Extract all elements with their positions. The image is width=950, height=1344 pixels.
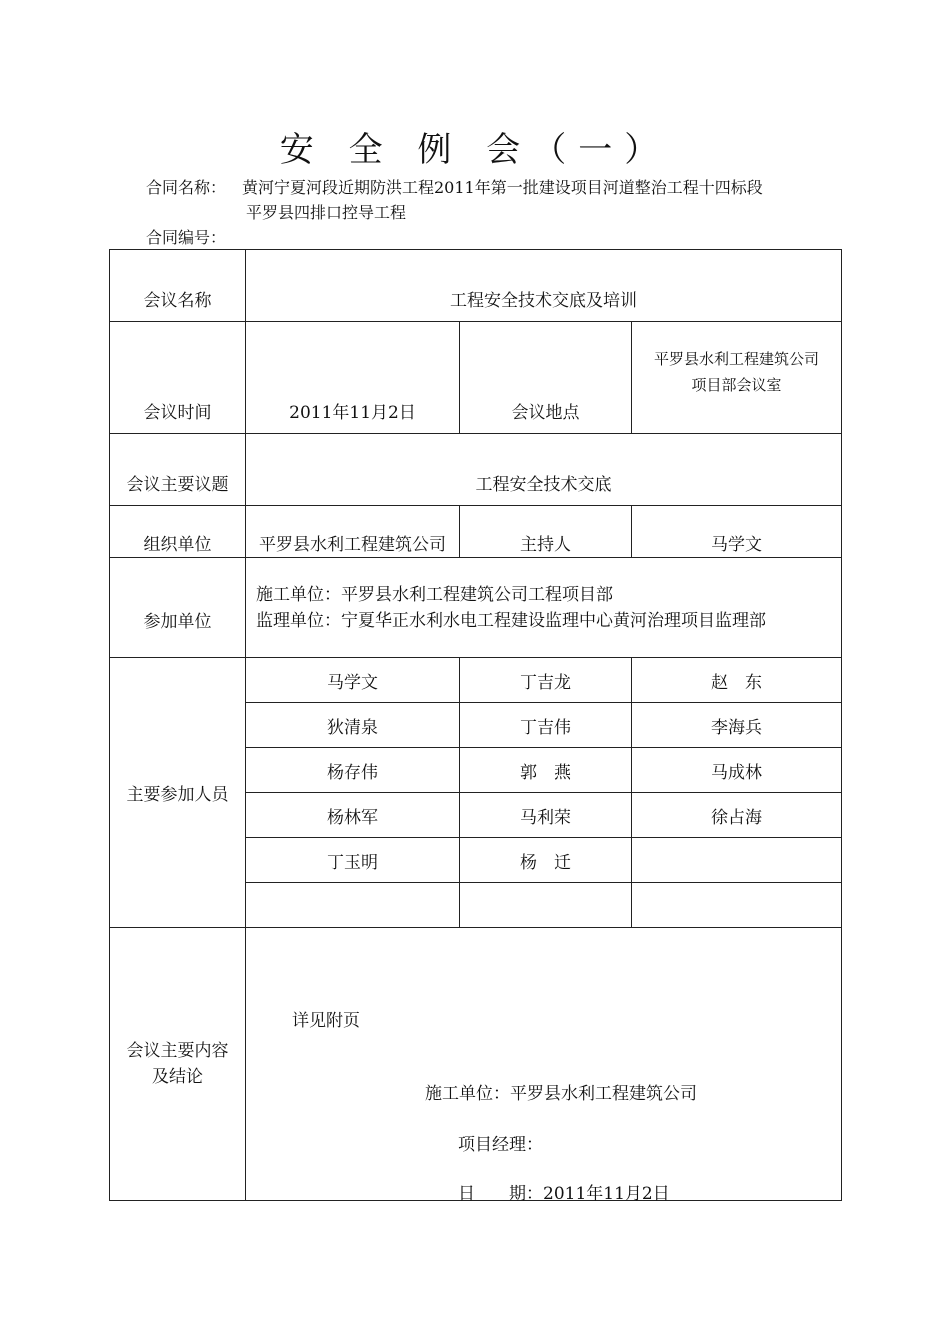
participant-cell: 杨林军 — [246, 793, 460, 838]
contract-name-label: 合同名称： — [146, 178, 227, 197]
organizer-label: 组织单位 — [110, 506, 246, 558]
participant-cell: 赵 东 — [632, 658, 842, 703]
participant-cell: 杨存伟 — [246, 748, 460, 793]
meeting-place-label: 会议地点 — [460, 322, 632, 434]
unit-construction: 施工单位：平罗县水利工程建筑公司工程项目部 — [256, 584, 613, 605]
content-value — [246, 928, 842, 1204]
meeting-name-value: 工程安全技术交底及培训 — [246, 250, 842, 322]
meeting-place-line2: 项目部会议室 — [691, 375, 782, 394]
row-meeting-topic — [110, 434, 842, 506]
participant-cell: 狄清泉 — [246, 703, 460, 748]
meeting-place-value — [632, 322, 842, 434]
participant-cell: 李海兵 — [632, 703, 842, 748]
contract-name-line2: 平罗县四排口控导工程 — [246, 203, 407, 222]
participant-cell: 丁吉龙 — [460, 658, 632, 703]
units-value — [246, 558, 842, 658]
participant-cell: 马成林 — [632, 748, 842, 793]
row-organizer — [110, 506, 842, 558]
meeting-topic-label: 会议主要议题 — [110, 434, 246, 506]
row-meeting-name — [110, 250, 842, 322]
row-content — [110, 928, 842, 1201]
participant-cell: 马利荣 — [460, 793, 632, 838]
meeting-topic-value: 工程安全技术交底 — [246, 434, 842, 506]
contract-number-label: 合同编号： — [146, 228, 227, 247]
content-detail: 详见附页 — [292, 1011, 360, 1031]
content-label-line2: 及结论 — [152, 1067, 203, 1087]
participant-row — [110, 658, 842, 703]
participant-cell — [246, 883, 460, 928]
participant-cell — [460, 883, 632, 928]
host-value: 马学文 — [632, 506, 842, 558]
meeting-table — [109, 249, 842, 1204]
content-label-line1: 会议主要内容 — [126, 1041, 229, 1061]
meeting-time-value: 2011年11月2日 — [246, 322, 460, 434]
participant-cell: 丁吉伟 — [460, 703, 632, 748]
participant-cell: 丁玉明 — [246, 838, 460, 883]
participants-label: 主要参加人员 — [110, 658, 246, 928]
content-label — [110, 928, 246, 1201]
row-units — [110, 558, 842, 658]
content-date: 日 期：2011年11月2日 — [458, 1184, 670, 1204]
units-label: 参加单位 — [110, 558, 246, 658]
contract-name-line1: 黄河宁夏河段近期防洪工程2011年第一批建设项目河道整治工程十四标段 — [242, 178, 763, 197]
meeting-place-line1: 平罗县水利工程建筑公司 — [654, 349, 820, 368]
unit-supervision: 监理单位：宁夏华正水利水电工程建设监理中心黄河治理项目监理部 — [256, 610, 766, 631]
participant-cell — [632, 838, 842, 883]
participant-cell: 马学文 — [246, 658, 460, 703]
row-meeting-time — [110, 322, 842, 434]
participant-cell — [632, 883, 842, 928]
participant-cell: 杨 迁 — [460, 838, 632, 883]
page-title: 安 全 例 会（一） — [279, 130, 671, 170]
host-label: 主持人 — [460, 506, 632, 558]
organizer-value: 平罗县水利工程建筑公司 — [246, 506, 460, 558]
meeting-time-label: 会议时间 — [110, 322, 246, 434]
participant-cell: 郭 燕 — [460, 748, 632, 793]
meeting-name-label: 会议名称 — [110, 250, 246, 322]
content-unit: 施工单位：平罗县水利工程建筑公司 — [425, 1084, 697, 1104]
participant-cell: 徐占海 — [632, 793, 842, 838]
content-manager: 项目经理： — [458, 1135, 543, 1155]
